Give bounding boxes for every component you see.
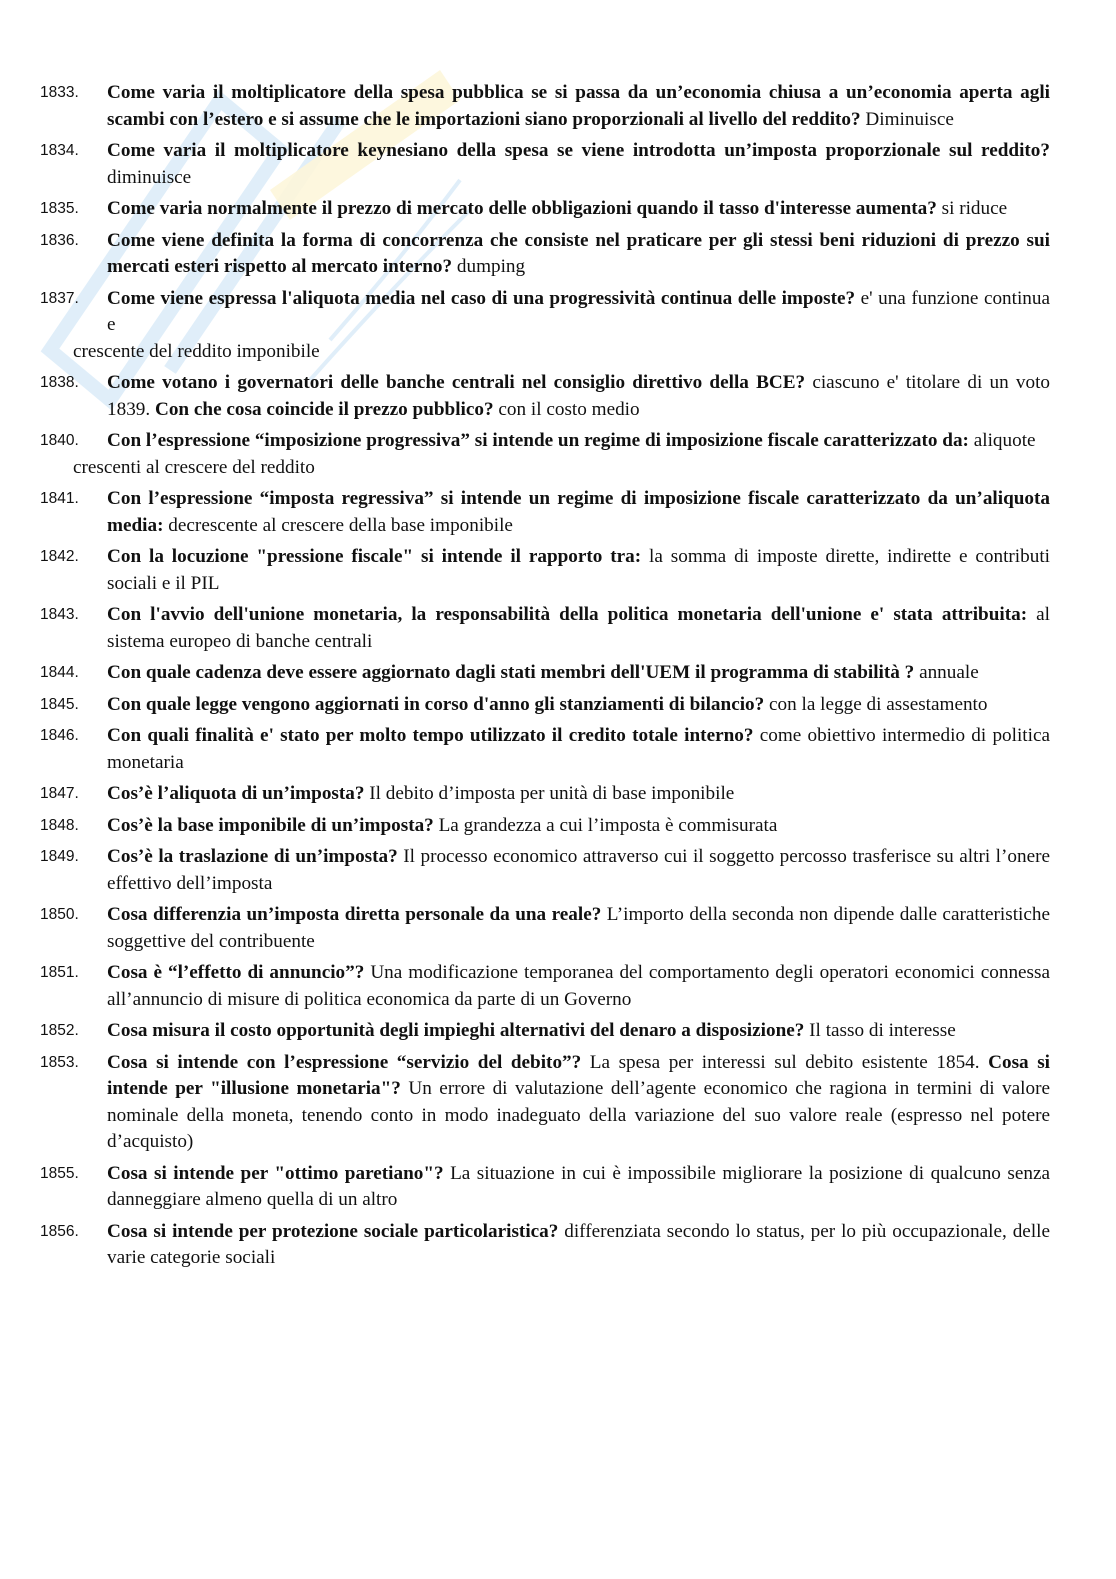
question-text: Come varia il moltiplicatore keynesiano della spesa se viene introdotta un’imposta proporzionale sul reddito? — [107, 140, 1050, 161]
item-number: 1836. — [40, 231, 79, 249]
list-item — [40, 1219, 1050, 1272]
item-body — [107, 196, 1050, 223]
item-body — [107, 844, 1050, 897]
question-text: Con quali finalità e' stato per molto tempo utilizzato il credito totale interno? — [107, 725, 754, 746]
item-number: 1851. — [40, 964, 79, 981]
question-text: Cosa si intende per protezione sociale particolaristica? — [107, 1220, 559, 1242]
answer-text: Il tasso di interesse — [809, 1020, 956, 1041]
answer-text: con la legge di assestamento — [769, 693, 988, 715]
answer-text: Il processo economico attraverso cui il soggetto percosso trasferisce su altri l’onere effettivo dell’imposta — [107, 846, 1051, 894]
question-text: Cosa si intende con l’espressione “servizio del debito”? — [107, 1051, 582, 1073]
answer-text: come obiettivo intermedio di politica monetaria — [107, 725, 1050, 773]
item-body — [107, 1161, 1050, 1214]
list-item — [40, 486, 1050, 539]
list-item — [40, 138, 1050, 191]
question-text: Come varia il moltiplicatore della spesa pubblica se si passa da un’economia chiusa a un’economia aperta agli scambi con l’estero e si assume che le importazioni siano proporzionali al livello del reddito? — [107, 82, 1050, 130]
list-item — [40, 692, 1050, 719]
question-text: Cos’è la base imponibile di un’imposta? — [107, 814, 434, 836]
answer-text: con il costo medio — [498, 398, 640, 420]
item-body — [107, 286, 1050, 339]
item-number: 1834. — [40, 142, 79, 159]
list-item — [40, 602, 1050, 655]
item-body — [107, 960, 1050, 1013]
list-item — [40, 228, 1050, 281]
question-text: Con quale legge vengono aggiornati in corso d'anno gli stanziamenti di bilancio? — [107, 693, 765, 715]
list-item — [40, 1050, 1050, 1156]
question-text: Con che cosa coincide il prezzo pubblico? — [154, 398, 494, 420]
question-text: Cos’è la traslazione di un’imposta? — [107, 846, 398, 867]
answer-text: differenziata secondo lo status, per lo più occupazionale, delle varie categorie sociali — [107, 1220, 1050, 1268]
answer-text: La situazione in cui è impossibile migliorare la posizione di qualcuno senza danneggiare almeno quella di un altro — [107, 1162, 1050, 1210]
item-body — [107, 781, 1050, 808]
item-number: 1840. — [40, 432, 79, 449]
question-text: Cosa si intende per "ottimo paretiano"? — [107, 1162, 444, 1184]
item-body — [107, 228, 1050, 281]
answer-continuation: crescente del reddito imponibile — [73, 340, 320, 362]
list-item — [40, 80, 1050, 133]
item-number: 1844. — [40, 664, 79, 681]
question-text: Con quale cadenza deve essere aggiornato dagli stati membri dell'UEM il programma di stabilità ? — [107, 662, 915, 683]
item-body — [107, 1050, 1050, 1156]
list-item — [40, 286, 1050, 339]
item-number: 1833. — [40, 84, 79, 101]
list-item — [40, 813, 1050, 840]
answer-text: e' una funzione continua e — [107, 287, 1051, 335]
answer-continuation: crescenti al crescere del reddito — [73, 456, 315, 478]
answer-text: Diminuisce — [865, 108, 954, 130]
answer-text: annuale — [919, 662, 979, 683]
question-text: Con la locuzione "pressione fiscale" si intende il rapporto tra: — [107, 546, 642, 567]
item-number: 1846. — [40, 727, 79, 744]
item-body — [107, 370, 1050, 423]
item-body — [107, 486, 1050, 539]
list-item — [40, 902, 1050, 955]
item-body — [107, 1219, 1050, 1272]
item-body — [107, 902, 1050, 955]
item-body — [107, 692, 1050, 719]
question-text: Come viene definita la forma di concorrenza che consiste nel praticare per gli stessi beni riduzioni di prezzo sui mercati esteri rispetto al mercato interno? — [107, 229, 1050, 277]
item-body — [107, 723, 1050, 776]
question-text: Con l’espressione “imposizione progressiva” si intende un regime di imposizione fiscale caratterizzato da: — [107, 430, 969, 451]
item-number: 1848. — [40, 816, 79, 834]
item-number: 1850. — [40, 906, 79, 923]
answer-text: Il debito d’imposta per unità di base imponibile — [369, 783, 735, 804]
item-number: 1838. — [40, 374, 79, 391]
answer-text: dumping — [456, 256, 526, 277]
item-body — [107, 1018, 1050, 1045]
question-text: Cosa differenzia un’imposta diretta personale da una reale? — [107, 904, 602, 925]
question-text: Con l'avvio dell'unione monetaria, la responsabilità della politica monetaria dell'unione e' stata attribuita: — [107, 604, 1028, 625]
answer-text: si riduce — [941, 198, 1008, 219]
list-item — [40, 544, 1050, 597]
list-item — [40, 723, 1050, 776]
list-item — [40, 960, 1050, 1013]
item-number: 1843. — [40, 606, 79, 623]
item-body — [107, 660, 1050, 687]
item-body — [107, 138, 1050, 191]
question-text: Come viene espressa l'aliquota media nel caso di una progressività continua delle imposte? — [107, 287, 856, 309]
question-text: Come varia normalmente il prezzo di mercato delle obbligazioni quando il tasso d'interesse aumenta? — [107, 198, 937, 219]
answer-text: al sistema europeo di banche centrali — [107, 604, 1051, 652]
item-number: 1837. — [40, 289, 79, 307]
answer-text: La spesa per interessi sul debito esistente — [589, 1051, 928, 1073]
item-body — [107, 813, 1050, 840]
list-item — [40, 370, 1050, 423]
item-body — [107, 428, 1050, 455]
question-text: Cosa misura il costo opportunità degli impieghi alternativi del denaro a disposizione? — [107, 1020, 805, 1041]
question-text: Cosa si intende per "illusione monetaria"? — [107, 1051, 1050, 1099]
item-number: 1847. — [40, 785, 79, 802]
list-item — [40, 428, 1050, 455]
item-number: 1841. — [40, 490, 79, 507]
list-item — [40, 844, 1050, 897]
inline-item-number: 1854. — [936, 1051, 980, 1073]
item-body — [107, 544, 1050, 597]
item-number: 1835. — [40, 200, 79, 217]
item-number: 1856. — [40, 1222, 79, 1240]
inline-item-number: 1839. — [107, 398, 151, 420]
answer-text: Una modificazione temporanea del comportamento degli operatori economici connessa all’annuncio di misure di politica economica da parte di un Governo — [107, 962, 1051, 1010]
item-number: 1852. — [40, 1022, 79, 1039]
item-number: 1842. — [40, 548, 79, 565]
item-number: 1849. — [40, 848, 79, 865]
answer-text: Un errore di valutazione dell’agente economico che ragiona in termini di valore nominale della moneta, tenendo conto in modo inadeguato della variazione del suo valore reale (espresso nel potere d’acquisto) — [107, 1078, 1050, 1152]
answer-text: ciascuno e' titolare di un voto — [812, 372, 1050, 393]
answer-text: La grandezza a cui l’imposta è commisurata — [438, 814, 778, 836]
list-item — [40, 1161, 1050, 1214]
item-number: 1855. — [40, 1164, 79, 1182]
question-text: Cos’è l’aliquota di un’imposta? — [107, 783, 365, 804]
item-body — [107, 602, 1050, 655]
question-text: Come votano i governatori delle banche centrali nel consiglio direttivo della BCE? — [107, 372, 806, 393]
item-body — [107, 80, 1050, 133]
question-text: Cosa è “l’effetto di annuncio”? — [107, 962, 365, 983]
item-number: 1845. — [40, 695, 79, 713]
answer-text: L’importo della seconda non dipende dalle caratteristiche soggettive del contribuente — [107, 904, 1051, 952]
answer-text: decrescente al crescere della base imponibile — [168, 514, 513, 536]
list-item — [40, 196, 1050, 223]
answer-text: la somma di imposte dirette, indirette e contributi sociali e il PIL — [107, 546, 1050, 594]
list-item — [40, 660, 1050, 687]
question-list — [40, 80, 1050, 1277]
answer-text: aliquote — [973, 430, 1036, 451]
list-item — [40, 1018, 1050, 1045]
item-number: 1853. — [40, 1053, 79, 1071]
answer-text: diminuisce — [107, 166, 192, 188]
list-item — [40, 781, 1050, 808]
question-text: Con l’espressione “imposta regressiva” si intende un regime di imposizione fiscale caratterizzato da un’aliquota media: — [107, 488, 1050, 536]
